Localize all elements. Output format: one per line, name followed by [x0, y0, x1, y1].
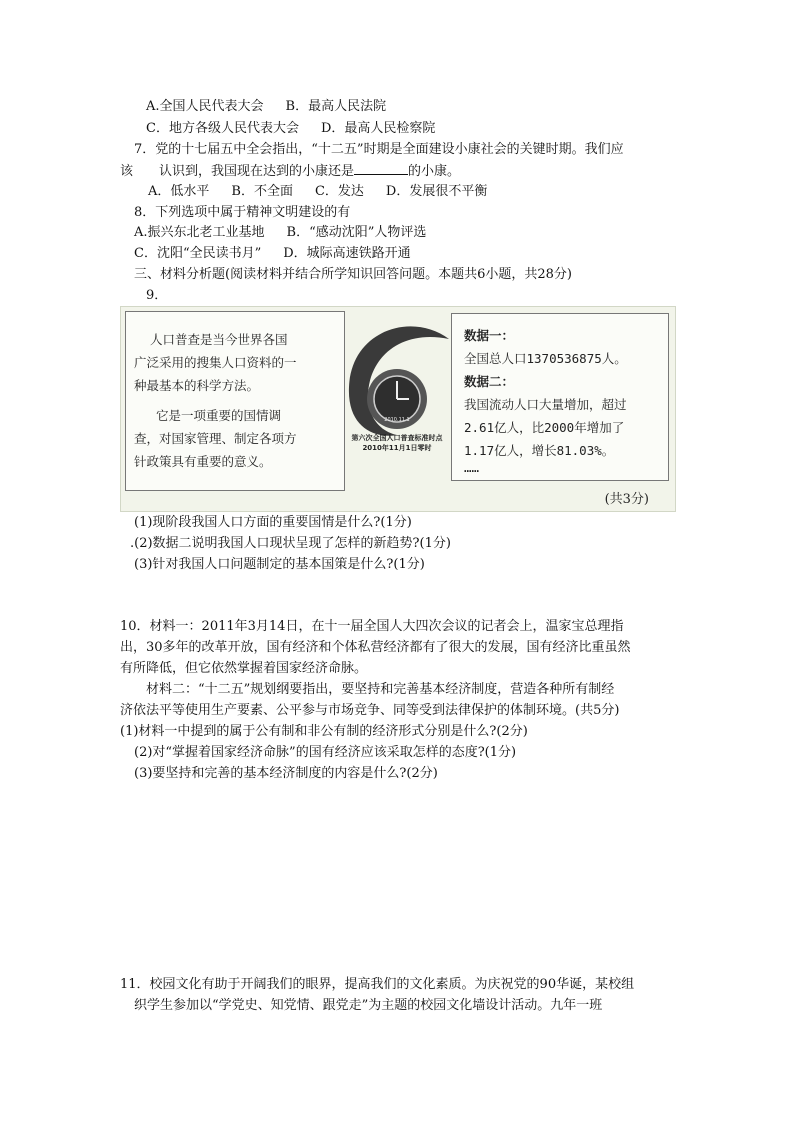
q8-stem: 8．下列选项中属于精神文明建设的有 — [134, 205, 351, 220]
q10-line3: 有所降低，但它依然掌握着国家经济命脉。 — [120, 661, 368, 676]
figure-text-line: 广泛采用的搜集人口资料的一 — [134, 355, 297, 370]
q10-line4: 材料二：“十二五”规划纲要指出，要坚持和完善基本经济制度，营造各种所有制经 — [146, 682, 615, 697]
q7-options — [148, 183, 487, 201]
q6-option-d: D．最高人民检察院 — [320, 121, 436, 136]
figure-text-line: 它是一项重要的国情调 — [156, 408, 282, 423]
q10-sub3: (3)要坚持和完善的基本经济制度的内容是什么?(2分) — [134, 766, 438, 781]
q9-sub3: (3)针对我国人口问题制定的基本国策是什么?(1分) — [134, 557, 425, 572]
q7-option-c: C．发达 — [314, 184, 364, 199]
q11-line1: 11．校园文化有助于开阔我们的眼界，提高我们的文化素质。为庆祝党的90华诞，某校组 — [120, 977, 635, 992]
q9-number: 9． — [146, 288, 168, 303]
figure-text-line: …… — [464, 460, 480, 475]
census-description-box — [125, 311, 345, 491]
logo-caption — [343, 433, 451, 453]
figure-text-line: 人口普查是当今世界各国 — [150, 332, 288, 347]
q8-option-c: C．沈阳“全民读书月” — [134, 246, 262, 261]
q6-option-b: B．最高人民法院 — [285, 99, 387, 114]
q7-option-b: B．不全面 — [231, 184, 293, 199]
caption-line2: 2010年11月1日零时 — [362, 444, 432, 452]
q9-sub2: .(2)数据二说明我国人口现状呈现了怎样的新趋势?(1分) — [130, 536, 451, 551]
figure-text-line: 我国流动人口大量增加，超过 — [464, 397, 627, 412]
q10-line5: 济依法平等使用生产要素、公平参与市场竞争、同等受到法律保护的体制环境。(共5分) — [120, 703, 620, 718]
q6-options-row2 — [146, 120, 435, 138]
q8-options-row2 — [134, 245, 411, 263]
q6-option-a: A.全国人民代表大会 — [146, 99, 264, 114]
q8-option-a: A.振兴东北老工业基地 — [134, 225, 265, 240]
answer-blank — [354, 162, 408, 175]
logo-date: 2010.11.1 — [384, 417, 410, 423]
figure-text-line: 查，对国家管理、制定各项方 — [134, 431, 297, 446]
q8-option-d: D．城际高速铁路开通 — [283, 246, 411, 261]
q7-stem-line1: 7．党的十七届五中全会指出，“十二五”时期是全面建设小康社会的关键时期。我们应 — [134, 142, 624, 157]
q8-options-row1 — [134, 224, 426, 242]
q11-line2: 织学生参加以“学党史、知党情、跟党走”为主题的校园文化墙设计活动。九年一班 — [134, 998, 603, 1013]
census-data-box — [451, 313, 669, 481]
q10-sub1: (1)材料一中提到的属于公有制和非公有制的经济形式分别是什么?(2分) — [120, 724, 528, 739]
census-figure — [120, 306, 676, 512]
figure-text-line: 种最基本的科学方法。 — [134, 378, 260, 393]
caption-line1: 第六次全国人口普查标准时点 — [351, 434, 443, 442]
figure-text-line: 1.17亿人，增长81.03%。 — [464, 443, 615, 458]
q7-option-a: A．低水平 — [148, 184, 210, 199]
figure-score: (共3分) — [604, 492, 649, 507]
q8-option-b: B．“感动沈阳”人物评选 — [286, 225, 427, 240]
figure-text-line: 2.61亿人，比2000年增加了 — [464, 420, 625, 435]
data-heading-2: 数据二： — [464, 374, 515, 389]
q7-option-d: D．发展很不平衡 — [385, 184, 488, 199]
q6-option-c: C．地方各级人民代表大会 — [146, 121, 299, 136]
figure-text-line: 全国总人口1370536875人。 — [464, 351, 627, 366]
q9-sub1: (1)现阶段我国人口方面的重要国情是什么?(1分) — [134, 515, 412, 530]
q10-line1: 10．材料一：2011年3月14日，在十一届全国人大四次会议的记者会上，温家宝总理指 — [120, 619, 624, 634]
q7-stem-line2: 该 认识到，我国现在达到的小康还是 的小康。 — [120, 164, 461, 179]
section-heading: 三、材料分析题(阅读材料并结合所学知识回答问题。本题共6小题，共28分) — [134, 267, 572, 282]
q6-options-row1 — [146, 98, 386, 116]
figure-text-line: 针政策具有重要的意义。 — [134, 454, 272, 469]
data-heading-1: 数据一： — [464, 328, 515, 343]
q10-sub2: (2)对“掌握着国家经济命脉”的国有经济应该采取怎样的态度?(1分) — [134, 745, 517, 760]
q10-line2: 出，30多年的改革开放，国有经济和个体私营经济都有了很大的发展，国有经济比重虽然 — [120, 640, 631, 655]
